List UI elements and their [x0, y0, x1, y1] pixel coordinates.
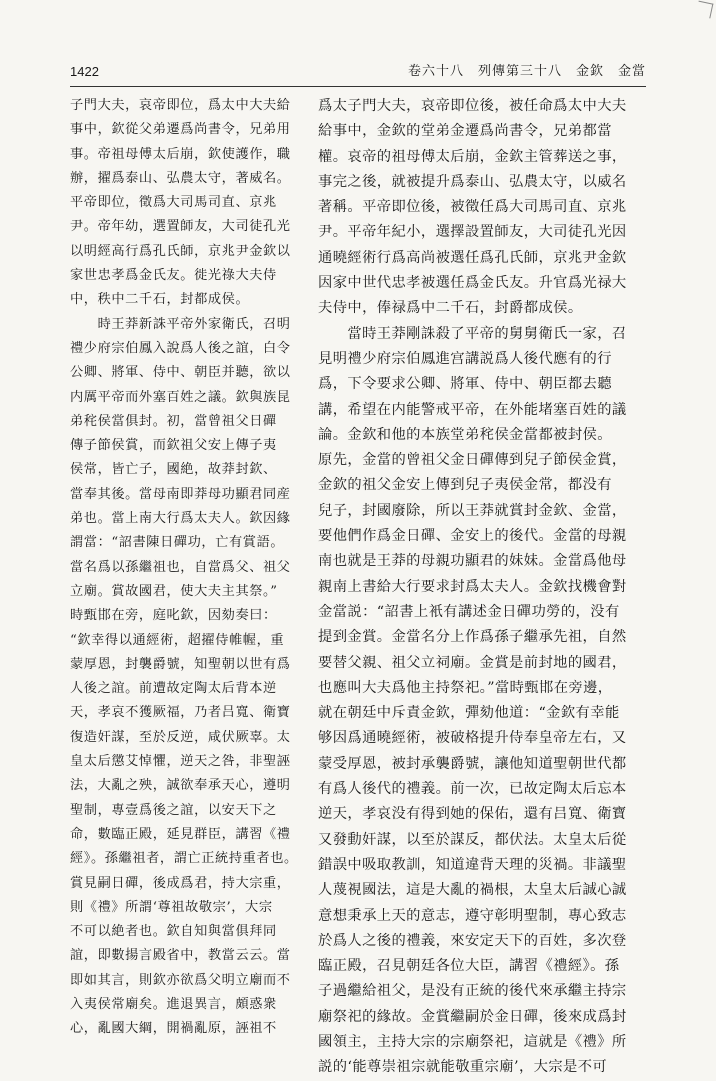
classical-text-line: [70, 1017, 310, 1041]
classical-text-line-text: 辦，擢爲泰山、弘農太守，著威名。: [70, 170, 291, 186]
classical-text-line: [70, 434, 310, 458]
classical-text-line: [70, 701, 310, 725]
translation-text-line: [318, 954, 648, 979]
translation-text-line: [318, 145, 648, 170]
translation-text-line-text: 兒子，封國廢除，所以王莽就賞封金欽、金當，: [318, 502, 627, 519]
translation-text-line-text: 逆天，孝哀没有得到她的保佑，還有吕寬、衛寶: [318, 806, 627, 823]
classical-text-line-text: 聖制，專壹爲後之誼，以安天下之: [70, 802, 277, 818]
translation-text-line: [318, 246, 648, 271]
translation-text-line: [318, 448, 648, 473]
classical-text-line: [70, 872, 310, 896]
page-corner-fold-mark: [696, 1, 714, 19]
classical-text-line-text: 禮少府宗伯鳳入說爲人後之誼，白令: [70, 340, 291, 356]
classical-text-line-text: 天，孝哀不獲厥福，乃者吕寬、衛寶: [70, 705, 291, 721]
translation-text-line: [318, 195, 648, 220]
classical-text-line: [70, 993, 310, 1017]
classical-text-line-text: 立廟。賞故國君，使大夫主其祭。”: [70, 583, 278, 599]
translation-text-line-text: 國領主，主持大宗的宗廟祭祀，這就是《禮》所: [318, 1033, 627, 1050]
translation-text-line-text: 因家中世代忠孝被選任爲金氏友。升官爲光禄大: [318, 275, 627, 292]
translation-text-line-text: 見明禮少府宗伯鳳進宫講説爲人後代應有的行: [318, 350, 612, 367]
classical-text-line-text: 誼，即數揚言殿省中，教當云云。當: [70, 948, 291, 964]
translation-text-line-text: 蒙受厚恩，被封承襲爵號，讓他知道聖朝世代都: [318, 755, 627, 772]
translation-text-line-text: 金當説：“詔書上衹有講述金日磾功勞的，没有: [318, 603, 620, 620]
translation-text-line: [318, 119, 648, 144]
classical-text-line: [70, 726, 310, 750]
translation-text-line: [318, 676, 648, 701]
translation-text-line: [318, 473, 648, 498]
translation-text-line-text: 給事中，金欽的堂弟金遷爲尚書令，兄弟都當: [318, 123, 612, 140]
classical-text-line: [70, 337, 310, 361]
classical-text-line-text: 當奉其後。當母南即莽母功顯君同産: [70, 486, 291, 502]
classical-text-line: [70, 969, 310, 993]
classical-text-line-text: 事。帝祖母傅太后崩，欽使護作，職: [70, 146, 291, 162]
translation-text-line-text: 南也就是王莽的母親功顯君的妹妹。金當爲他母: [318, 553, 627, 570]
classical-text-line: [70, 386, 310, 410]
translation-text-line: [318, 499, 648, 524]
translation-text-line-text: 原先，金當的曾祖父金日磾傳到兒子節侯金賞，: [318, 452, 627, 469]
classical-text-line: [70, 483, 310, 507]
translation-text-line: [318, 296, 648, 321]
classical-text-line-text: 侯常，皆亡子，國絶，故莽封欽、: [70, 462, 277, 478]
translation-text-line: [318, 701, 648, 726]
translation-text-line: [318, 549, 648, 574]
translation-text-column: [318, 94, 648, 1081]
translation-text-line-text: 爲，下令要求公卿、將軍、侍中、朝臣都去聽: [318, 376, 612, 393]
translation-text-line: [318, 904, 648, 929]
translation-text-line: [318, 726, 648, 751]
translation-text-line-text: 人蔑視國法，這是大亂的禍根，太皇太后誠心誠: [318, 882, 627, 899]
translation-text-line-text: 權。哀帝的祖母傅太后崩，金欽主管葬送之事，: [318, 148, 627, 165]
classical-text-line-text: 命，數臨正殿，延見群臣，講習《禮: [70, 826, 291, 842]
classical-text-line-text: “欽幸得以通經術，超擢侍帷幄，重: [70, 632, 285, 648]
translation-text-line: [318, 398, 648, 423]
translation-text-line: [318, 777, 648, 802]
classical-text-line-text: 心，亂國大綱，開禍亂原，誣祖不: [70, 1021, 277, 1037]
classical-text-line-text: 不可以絶者也。欽自知與當俱拜同: [70, 924, 277, 940]
translation-text-line-text: 於爲人之後的禮義，來安定天下的百姓，多次登: [318, 932, 627, 949]
translation-text-line-text: 夫侍中，俸禄爲中二千石，封爵都成侯。: [318, 300, 583, 317]
classical-text-line-text: 内厲平帝而外塞百姓之議。欽與族昆: [70, 389, 291, 405]
classical-text-line: [70, 118, 310, 142]
translation-text-line: [318, 828, 648, 853]
translation-text-line: [318, 1055, 648, 1080]
translation-text-line: [318, 1005, 648, 1030]
translation-text-line: [318, 600, 648, 625]
classical-text-column: [70, 94, 310, 1042]
classical-text-line: [70, 677, 310, 701]
translation-text-line: [318, 1030, 648, 1055]
translation-text-line: [318, 752, 648, 777]
classical-text-line-text: 即如其言，則欽亦欲爲父明立廟而不: [70, 972, 291, 988]
running-title: 卷六十八 列傳第三十八 金欽 金當: [407, 64, 646, 79]
translation-text-line: [318, 802, 648, 827]
translation-text-line-text: 要替父親、祖父立祠廟。金賞是前封地的國君，: [318, 654, 627, 671]
classical-text-line: [70, 920, 310, 944]
classical-text-line-text: 謂當：“詔書陳日磾功，亡有賞語。: [70, 535, 285, 551]
classical-text-line: [70, 629, 310, 653]
classical-text-line: [70, 191, 310, 215]
classical-text-line-text: 公卿、將軍、侍中、朝臣并聽，欲以: [70, 365, 291, 381]
translation-text-line: [318, 575, 648, 600]
classical-text-line: [70, 580, 310, 604]
classical-text-line: [70, 507, 310, 531]
classical-text-line-text: 子門大夫，哀帝即位，爲太中大夫給: [70, 98, 291, 113]
classical-text-line-text: 傳子節侯賞，而欽祖父安上傳子夷: [70, 438, 277, 454]
classical-text-line: [70, 240, 310, 264]
translation-text-line: [318, 524, 648, 549]
translation-text-line-text: 著稱。平帝即位後，被徵任爲大司馬司直、京兆: [318, 199, 627, 216]
classical-text-line-text: 以明經高行爲孔氏師，京兆尹金欽以: [70, 243, 291, 259]
classical-text-line: [70, 94, 310, 118]
translation-text-line-text: 錯誤中吸取教訓，知道違背天理的災禍。非議聖: [318, 856, 627, 873]
classical-text-line: [70, 823, 310, 847]
translation-text-line-text: 當時王莽剛誅殺了平帝的舅舅衛氏一家，召: [318, 325, 627, 342]
translation-text-line-text: 也應叫大夫爲他主持祭祀。”當時甄邯在旁邊，: [318, 679, 613, 696]
classical-text-line-text: 弟秺侯當俱封。初，當曾祖父日磾: [70, 413, 277, 429]
translation-text-line: [318, 979, 648, 1004]
classical-text-line-text: 則《禮》所謂‘尊祖故敬宗’，大宗: [70, 899, 273, 915]
translation-text-line-text: 又發動奸謀，以至於謀反，都伏法。太皇太后從: [318, 831, 627, 848]
translation-text-line-text: 説的‘能尊崇祖宗就能敬重宗廟’，大宗是不可: [318, 1059, 608, 1076]
translation-text-line-text: 廟祭祀的緣故。金賞繼嗣於金日磾，後來成爲封: [318, 1008, 627, 1025]
translation-text-line: [318, 929, 648, 954]
page-number: 1422: [70, 64, 99, 79]
translation-text-line-text: 意想秉承上天的意志，遵守彰明聖制，專心致志: [318, 907, 627, 924]
translation-text-line-text: 臨正殿，召見朝廷各位大臣，講習《禮經》。孫: [318, 958, 620, 975]
translation-text-line: [318, 651, 648, 676]
classical-text-line-text: 復造奸謀，至於反逆，咸伏厥辜。太: [70, 729, 291, 745]
translation-text-line: [318, 271, 648, 296]
classical-text-line-text: 弟也。當上南大行爲太夫人。欽因緣: [70, 511, 291, 527]
classical-text-line: [70, 604, 310, 628]
classical-text-line-text: 經》。孫繼祖者，謂亡正統持重者也。: [70, 851, 298, 867]
translation-text-line: [318, 347, 648, 372]
translation-text-line-text: 尹。平帝年紀小，選擇設置師友，大司徒孔光因: [318, 224, 627, 241]
classical-text-line-text: 事中，欽從父弟遷爲尚書令，兄弟用: [70, 122, 291, 138]
translation-text-line-text: 有爲人後代的禮義。前一次，已故定陶太后忘本: [318, 781, 627, 798]
classical-text-line-text: 時王莽新誅平帝外家衛氏，召明: [70, 316, 291, 332]
classical-text-line: [70, 215, 310, 239]
classical-text-line-text: 蒙厚恩，封襲爵號，知聖朝以世有爲: [70, 656, 291, 672]
classical-text-line-text: 法，大亂之殃，誠欲奉承天心，遵明: [70, 778, 291, 794]
translation-text-line-text: 提到金賞。金當名分上作爲孫子繼承先祖，自然: [318, 629, 627, 646]
classical-text-line-text: 中，秩中二千石，封都成侯。: [70, 292, 250, 308]
classical-text-line: [70, 167, 310, 191]
classical-text-line: [70, 458, 310, 482]
classical-text-line: [70, 799, 310, 823]
classical-text-line: [70, 361, 310, 385]
classical-text-line-text: 當名爲以孫繼祖也，自當爲父、祖父: [70, 559, 291, 575]
classical-text-line-text: 尹。帝年幼，選置師友，大司徒孔光: [70, 219, 291, 235]
classical-text-line-text: 入夷侯常廟矣。進退異言，頗惑衆: [70, 996, 277, 1012]
translation-text-line-text: 就在朝廷中斥責金欽，彈劾他道：“金欽有幸能: [318, 705, 620, 722]
classical-text-line: [70, 531, 310, 555]
classical-text-line-text: 平帝即位，徵爲大司馬司直、京兆: [70, 195, 277, 211]
classical-text-line-text: 人後之誼。前遭故定陶太后背本逆: [70, 681, 277, 697]
classical-text-line: [70, 556, 310, 580]
translation-text-line-text: 講，希望在内能警戒平帝，在外能堵塞百姓的議: [318, 401, 627, 418]
translation-text-line-text: 通曉經術行爲高尚被選任爲孔氏師，京兆尹金欽: [318, 249, 627, 266]
classical-text-line-text: 家世忠孝爲金氏友。徙光祿大夫侍: [70, 268, 277, 284]
classical-text-line-text: 賞見嗣日磾，後成爲君，持大宗重，: [70, 875, 291, 891]
translation-text-line-text: 子過繼給祖父，是没有正統的後代來承繼主持宗: [318, 983, 627, 1000]
classical-text-line-text: 皇太后懲艾悼懼，逆天之咎，非聖誣: [70, 754, 291, 770]
translation-text-line-text: 事完之後，就被提升爲泰山、弘農太守，以威名: [318, 173, 627, 190]
classical-text-line-text: 時甄邯在旁，庭叱欽，因劾奏曰：: [70, 608, 277, 624]
classical-text-line: [70, 288, 310, 312]
translation-text-line: [318, 170, 648, 195]
page-header: [70, 60, 646, 84]
classical-text-line: [70, 313, 310, 337]
translation-text-line: [318, 94, 648, 119]
classical-text-line: [70, 264, 310, 288]
translation-text-line: [318, 878, 648, 903]
translation-text-line: [318, 220, 648, 245]
translation-text-line-text: 金欽的祖父金安上傳到兒子夷侯金常，都没有: [318, 477, 612, 494]
translation-text-line: [318, 625, 648, 650]
classical-text-line: [70, 653, 310, 677]
header-rule: [70, 86, 646, 87]
classical-text-line: [70, 410, 310, 434]
translation-text-line-text: 爲太子門大夫，哀帝即位後，被任命爲太中大夫: [318, 98, 627, 114]
translation-text-line: [318, 853, 648, 878]
translation-text-line: [318, 322, 648, 347]
translation-text-line: [318, 372, 648, 397]
classical-text-line: [70, 750, 310, 774]
classical-text-line: [70, 847, 310, 871]
translation-text-line-text: 親南上書給大行要求封爲太夫人。金欽找機會對: [318, 578, 627, 595]
translation-text-line: [318, 423, 648, 448]
translation-text-line-text: 要他們作爲金日磾、金安上的後代。金當的母親: [318, 528, 627, 545]
classical-text-line: [70, 944, 310, 968]
translation-text-line-text: 論。金欽和他的本族堂弟秺侯金當都被封侯。: [318, 426, 612, 443]
classical-text-line: [70, 774, 310, 798]
classical-text-line: [70, 143, 310, 167]
classical-text-line: [70, 896, 310, 920]
translation-text-line-text: 够因爲通曉經術，被破格提升侍奉皇帝左右，又: [318, 730, 627, 747]
